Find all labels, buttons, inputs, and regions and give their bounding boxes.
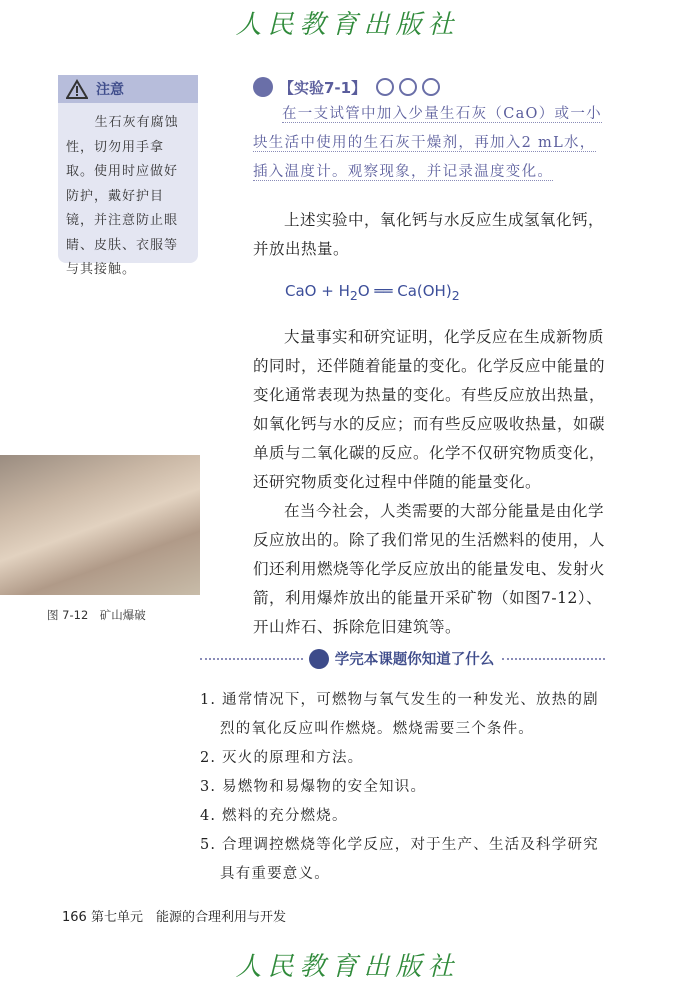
caution-header: [58, 75, 198, 103]
list-item: 4. 燃料的充分燃烧。: [200, 808, 348, 824]
hand-wash-icon: [422, 78, 440, 96]
caution-text: 生石灰有腐蚀性，切勿用手拿取。使用时应做好防护，戴好护目镜，并注意防止眼睛、皮肤、衣服等与其接触。: [66, 115, 179, 277]
experiment-box: [253, 74, 608, 187]
paragraph: 上述实验中，氧化钙与水反应生成氢氧化钙，并放出热量。: [253, 211, 605, 258]
experiment-line: 块生活中使用的生石灰干燥剂，再加入2 mL水，: [253, 135, 596, 151]
caution-box: [58, 75, 198, 277]
eq-equals: ══: [369, 282, 398, 300]
page-footer: 166 第七单元 能源的合理利用与开发: [62, 910, 286, 925]
divider: [200, 658, 303, 660]
publisher-logo-bottom: 人民教育出版社: [235, 952, 460, 982]
paragraph: 大量事实和研究证明，化学反应在生成新物质的同时，还伴随着能量的变化。化学反应中能量的变化通常表现为热量的变化。有些反应放出热量，如氧化钙与水的反应；而有些反应吸收热量，如碳单质与二氧化碳的反应。化学不仅研究物质变化，还研究物质变化过程中伴随的能量变化。: [253, 328, 606, 491]
eq-part: Ca(OH): [397, 282, 452, 300]
list-item: 1. 通常情况下，可燃物与氧气发生的一种发光、放热的剧烈的氧化反应叫作燃烧。燃烧需要三个条件。: [200, 692, 599, 737]
list-item: 3. 易燃物和易爆物的安全知识。: [200, 779, 427, 795]
eq-sub: 2: [349, 288, 358, 303]
caution-title: 注意: [96, 82, 124, 98]
summary-list: [200, 686, 608, 889]
paragraph: 在当今社会，人类需要的大部分能量是由化学反应放出的。除了我们常见的生活燃料的使用，人们还利用燃烧等化学反应放出的能量发电、发射火箭，利用爆炸放出的能量开采矿物（如图7-12）、开山炸石、拆除危旧建筑等。: [253, 502, 606, 636]
list-item: 5. 合理调控燃烧等化学反应，对于生产、生活及科学研究具有重要意义。: [200, 837, 599, 882]
eq-sub: 2: [451, 288, 460, 303]
eq-part: O: [357, 282, 370, 300]
experiment-line: 在一支试管中加入少量生石灰（CaO）或一小: [282, 106, 602, 122]
experiment-line: 插入温度计。观察现象，并记录温度变化。: [253, 164, 554, 180]
warning-icon: [66, 79, 88, 99]
flask-icon: [253, 77, 273, 97]
publisher-logo-top: 人民教育出版社: [235, 10, 460, 40]
chemical-equation: [285, 282, 460, 303]
eq-part: CaO + H: [285, 282, 350, 300]
experiment-header: [253, 74, 608, 100]
list-item: 2. 灭火的原理和方法。: [200, 750, 364, 766]
summary-title: 学完本课题你知道了什么: [334, 652, 495, 668]
summary-header: [200, 648, 605, 669]
experiment-title: 【实验7-1】: [279, 78, 367, 97]
goggles-icon: [376, 78, 394, 96]
corrosive-icon: [399, 78, 417, 96]
figure-caption: 图 7-12 矿山爆破: [47, 608, 146, 622]
book-icon: [309, 649, 329, 669]
divider: [502, 658, 605, 660]
mine-blast-photo: [0, 455, 200, 595]
